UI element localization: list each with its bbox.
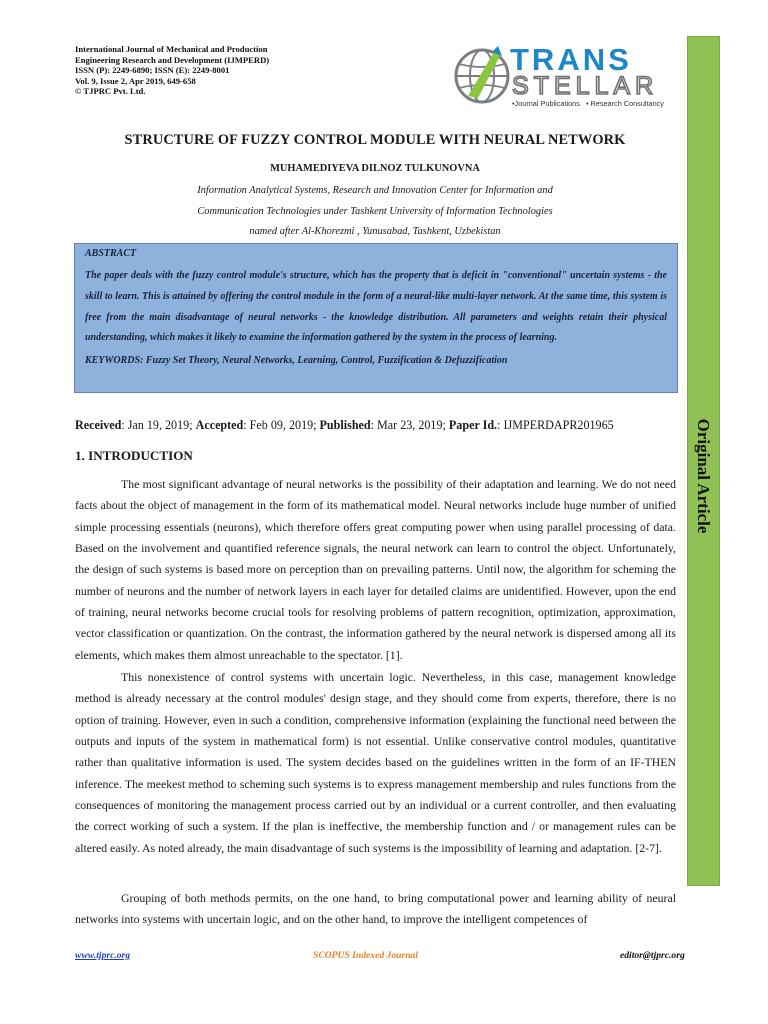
- journal-issn: ISSN (P): 2249-6890; ISSN (E): 2249-8001: [75, 65, 230, 76]
- transstellar-logo: [448, 40, 680, 110]
- publication-dates: [75, 418, 685, 433]
- affiliation-line-2: Communication Technologies under Tashkent University of Information Technologies: [197, 206, 553, 217]
- abstract-text: The paper deals with the fuzzy control module's structure, which has the property that is deficit in "conventional" uncertain systems - the skill to learn. This is attained by offering the control module in the form of a neural-like multi-layer network. At the same time, this system is free from the main disadvantage of neural networks - the knowledge distribution. All parameters and weights retain their physical understanding, which makes it likely to examine the information gathered by the system in the process of learning.: [85, 270, 667, 344]
- received-label: Received: [75, 418, 122, 432]
- logo-word-stellar: STELLAR: [512, 72, 659, 100]
- intro-paragraph-3: Grouping of both methods permits, on the one hand, to bring computational power and learning ability of neural networks into systems with uncertain logic, and on the other hand, to improve the intelligent competences of: [75, 891, 676, 927]
- author-name: MUHAMEDIYEVA DILNOZ TULKUNOVNA: [270, 163, 480, 174]
- abstract-keywords: KEYWORDS: Fuzzy Set Theory, Neural Networks, Learning, Control, Fuzzification & Defuzzification: [85, 355, 508, 367]
- published-date: : Mar 23, 2019;: [370, 418, 449, 432]
- journal-name-line-1: International Journal of Mechanical and Production: [75, 44, 268, 54]
- paper-title: STRUCTURE OF FUZZY CONTROL MODULE WITH NEURAL NETWORK: [124, 132, 626, 148]
- section-heading-introduction: 1. INTRODUCTION: [75, 448, 193, 463]
- footer-email: editor@tjprc.org: [620, 950, 685, 961]
- journal-name-line-2: Engineering Research and Development (IJMPERD): [75, 54, 270, 65]
- published-label: Published: [319, 418, 371, 432]
- website-link[interactable]: www.tjprc.org: [75, 950, 131, 961]
- footer-website[interactable]: [75, 950, 130, 961]
- accepted-label: Accepted: [195, 418, 244, 432]
- received-date: : Jan 19, 2019;: [121, 418, 196, 432]
- affiliation-line-3: named after Al-Khorezmi , Yunusabad, Tashkent, Uzbekistan: [249, 226, 501, 237]
- abstract-box: [74, 243, 678, 393]
- logo-tagline: •Journal Publications • Research Consultancy: [512, 99, 664, 108]
- original-article-label: Original Article: [694, 418, 713, 534]
- globe-icon: [456, 46, 508, 102]
- journal-volume: Vol. 9, Issue 2, Apr 2019, 649-658: [75, 75, 196, 86]
- intro-paragraph-2: This nonexistence of control systems with uncertain logic. Nevertheless, in this case, management knowledge method is already necessary at the control modules' design stage, and they should come from experts, therefore, there is no option of training. However, even in such a condition, comprehensive information (explaining the functional need between the outputs and inputs of the system in mathematical form) is not essential. Unlike conservative control modules, quantitative rather than qualitative information is used. The system decides based on the guidelines written in the form of an IF-THEN inference. The meekest method to scheming such systems is to express management membership and rules functions from the consequences of monitoring the management process carried out by an individual or a current controller, and then evaluating the correct working of such a system. If the plan is ineffective, the membership function and / or management rules can be altered easily. As noted already, the main disadvantage of such systems is the impossibility of learning and adaptation. [2-7].: [75, 670, 676, 855]
- journal-info: [75, 44, 345, 97]
- intro-paragraph-1: The most significant advantage of neural networks is the possibility of their adaptation and learning. We do not need facts about the object of management in the form of its mathematical model. Neural networks include huge number of unified simple processing essentials (neurons), which therefore offers great computing power when using parallel processing of data. Based on the involvement and quantified reference signals, the neural network can learn to control the object. Unfortunately, the design of such systems is based more on perception than on prevailing patterns. Until now, the algorithm for scheming the number of neurons and the number of network layers in each layer for detailed claims are unidentified. However, upon the end of training, neural networks become crucial tools for resolving problems of pattern recognition, optimization, approximation, vector classification or quantization. On the contrast, the information gathered by the neural network is dispersed among all its elements, which makes them almost unreachable to the spectator. [1].: [75, 477, 676, 662]
- footer-scopus: SCOPUS Indexed Journal: [313, 950, 419, 961]
- logo-word-trans: TRANS: [510, 42, 632, 77]
- accepted-date: : Feb 09, 2019;: [243, 418, 320, 432]
- abstract-heading: ABSTRACT: [85, 248, 137, 259]
- paper-id-label: Paper Id.: [448, 418, 498, 432]
- journal-copyright: © TJPRC Pvt. Ltd.: [75, 86, 146, 97]
- affiliation-line-1: Information Analytical Systems, Research and Innovation Center for Information and: [197, 185, 553, 196]
- paper-id: : IJMPERDAPR201965: [497, 418, 614, 432]
